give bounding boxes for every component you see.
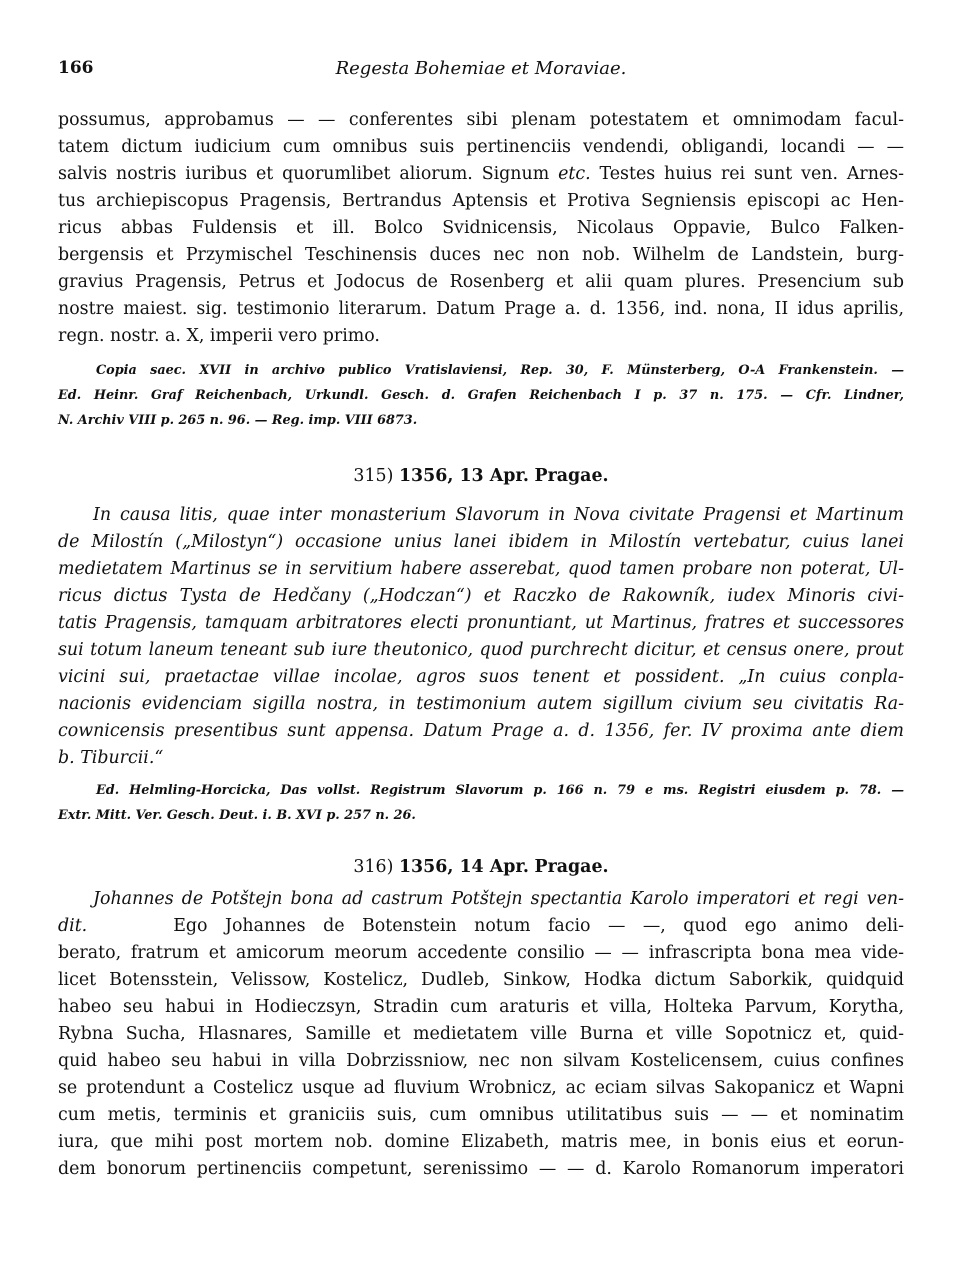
regest-line: In causa litis, quae inter monasterium Slavorum in Nova civitate Pragensi et Martinum: [93, 505, 904, 525]
text-line: Rybna Sucha, Hlasnares, Samille et medietatem ville Burna et ville Sopotnicz et, quid-: [58, 1024, 904, 1044]
text-line: se protendunt a Costelicz usque ad fluvium Wrobnicz, ac eciam silvas Sakopanicz et Wapni: [58, 1078, 904, 1098]
text-line: cum metis, terminis et graniciis suis, cum omnibus utilitatibus suis — — et nominatim: [58, 1105, 904, 1125]
text-line: nostre maiest. sig. testimonio literarum. Datum Prage a. d. 1356, ind. nona, II idus aprilis,: [58, 299, 904, 319]
text-line: gravius Pragensis, Petrus et Jodocus de Rosenberg et alii quam plures. Presencium sub: [58, 272, 904, 292]
regest-line: nacionis evidenciam sigilla nostra, in testimonium autem sigillum civium seu civitatis Ra-: [58, 694, 904, 714]
entry-heading: [58, 464, 904, 488]
text-span: salvis nostris iuribus et quorumlibet aliorum. Signum: [58, 164, 550, 184]
entry-place: Pragae.: [534, 466, 609, 486]
text-span: „In cuius conpla-: [738, 667, 904, 687]
page-header: [58, 58, 904, 84]
regest-line: cownicensis presentibus sunt appensa. Datum Prage a. d. 1356, fer. IV proxima ante diem: [58, 721, 904, 741]
source-note: Copia saec. XVII in archivo publico Vratislaviensi, Rep. 30, F. Münsterberg, O-A Frankenstein. —: [96, 363, 904, 378]
regest-line: sui totum laneum teneant sub iure theutonico, quod purchrecht dicitur, et census onere, prout: [58, 640, 904, 660]
source-note: Extr. Mitt. Ver. Gesch. Deut. i. B. XVI p. 257 n. 26.: [58, 808, 416, 823]
text-line: dem bonorum pertinenciis competunt, serenissimo — — d. Karolo Romanorum imperatori: [58, 1159, 904, 1179]
text-line: tatem dictum iudicium cum omnibus suis pertinenciis vendendi, obligandi, locandi — —: [58, 137, 904, 157]
entry-date: 1356, 14 Apr.: [398, 857, 529, 877]
running-title: Regesta Bohemiae et Moraviae.: [335, 58, 627, 79]
text-span: vicini sui, praetactae villae incolae, agros suos tenent et possident.: [58, 667, 725, 687]
regest-line: b. Tiburcii.“: [58, 748, 164, 768]
regest-line: ricus dictus Tysta de Hedčany („Hodczan“) et Raczko de Rakowník, iudex Minoris civi-: [58, 586, 904, 606]
text-line: iura, que mihi post mortem nob. domine Elizabeth, matris mee, in bonis eius et eorun-: [58, 1132, 904, 1152]
text-line: bergensis et Przymischel Teschinensis duces nec non nob. Wilhelm de Landstein, burg-: [58, 245, 904, 265]
text-line: quid habeo seu habui in villa Dobrzissniow, nec non silvam Kostelicensem, cuius confines: [58, 1051, 904, 1071]
entry-number: 315): [353, 466, 394, 486]
regest-line: tatis Pragensis, tamquam arbitratores electi pronuntiant, ut Martinus, fratres et successores: [58, 613, 904, 633]
text-line: ricus abbas Fuldensis et ill. Bolco Svidnicensis, Nicolaus Oppavie, Bulco Falken-: [58, 218, 904, 238]
regest-line: Johannes de Potštejn bona ad castrum Potštejn spectantia Karolo imperatori et regi ven-: [93, 889, 904, 909]
text-line: possumus, approbamus — — conferentes sibi plenam potestatem et omnimodam facul-: [58, 110, 904, 130]
text-line: [58, 914, 904, 938]
regest-line: [58, 665, 904, 689]
source-note: Ed. Heinr. Graf Reichenbach, Urkundl. Gesch. d. Grafen Reichenbach I p. 37 n. 175. — Cfr. Lindner,: [58, 388, 904, 403]
text-line: licet Botensstein, Velissow, Kostelicz, Dudleb, Sinkow, Hodka dictum Saborkik, quidquid: [58, 970, 904, 990]
regest-line: de Milostín („Milostyn“) occasione unius lanei ibidem in Milostín vertebatur, cuius lanei: [58, 532, 904, 552]
text-span: dit.: [58, 916, 88, 936]
regest-line: medietatem Martinus se in servitium habere asserebat, quod tamen probare non poterat, Ul-: [58, 559, 904, 579]
text-line: regn. nostr. a. X, imperii vero primo.: [58, 326, 380, 346]
entry-heading: [58, 855, 904, 879]
text-span: Ego Johannes de Botenstein notum facio — —, quod ego animo deli-: [173, 916, 904, 936]
entry-date: 1356, 13 Apr.: [398, 466, 529, 486]
source-note: N. Archiv VIII p. 265 n. 96. — Reg. imp. VIII 6873.: [58, 413, 418, 428]
text-line: [58, 162, 904, 186]
text-line: berato, fratrum et amicorum meorum accedente consilio — — infrascripta bona mea vide-: [58, 943, 904, 963]
entry-number: 316): [353, 857, 394, 877]
text-line: habeo seu habui in Hodieczsyn, Stradin cum araturis et villa, Holteka Parvum, Korytha,: [58, 997, 904, 1017]
text-span: Testes huius rei sunt ven. Arnes-: [599, 164, 905, 184]
text-line: tus archiepiscopus Pragensis, Bertrandus Aptensis et Protiva Segniensis episcopi ac Hen-: [58, 191, 904, 211]
entry-place: Pragae.: [534, 857, 609, 877]
page-number: 166: [58, 58, 94, 78]
etc-abbrev: etc.: [558, 164, 591, 184]
source-note: Ed. Helmling-Horcicka, Das vollst. Registrum Slavorum p. 166 n. 79 e ms. Registri eiusdem p. 78. —: [96, 783, 904, 798]
